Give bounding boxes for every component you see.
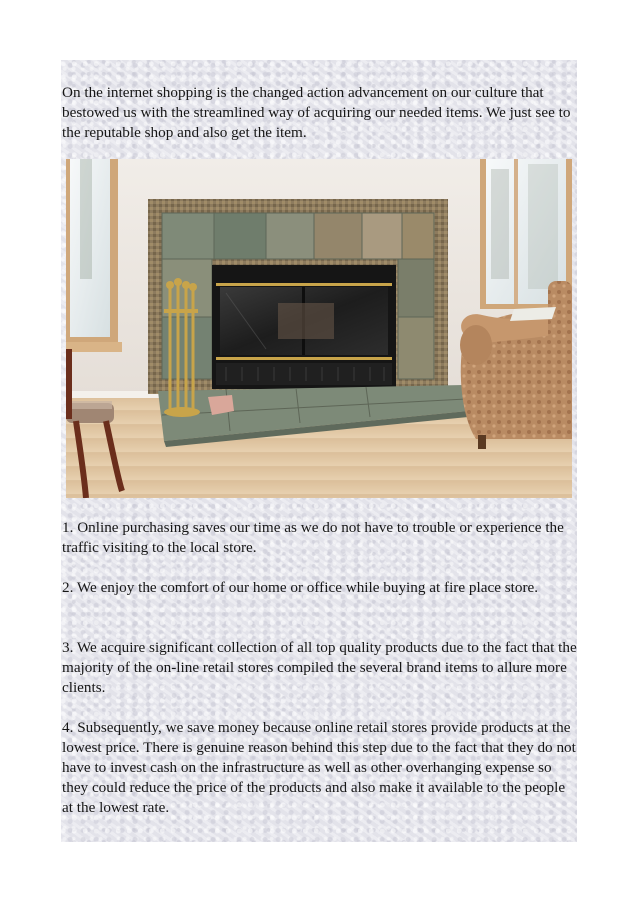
fireplace-photo	[66, 159, 572, 498]
list-item: 3. We acquire significant collection of all top quality products due to the fact that the majority of the on-line retail stores compiled the several brand items to allure more clients.	[62, 639, 577, 696]
document-page	[61, 60, 577, 842]
list-item: 4. Subsequently, we save money because online retail stores provide products at the lowest price. There is genuine reason behind this step due to the fact that they do not have to invest cash on the infrastructure as well as other overhanging expense so they could reduce the price of the products and also make it available to the people at the lowest rate.	[62, 719, 576, 816]
list-item: 2. We enjoy the comfort of our home or office while buying at fire place store.	[62, 579, 539, 596]
fireplace-illustration	[66, 159, 572, 498]
intro-paragraph: On the internet shopping is the changed action advancement on our culture that bestowed us with the streamlined way of acquiring our needed items. We just see to the reputable shop and also get the item.	[62, 84, 571, 141]
list-item: 1. Online purchasing saves our time as we do not have to trouble or experience the traffic visiting to the local store.	[62, 519, 564, 556]
